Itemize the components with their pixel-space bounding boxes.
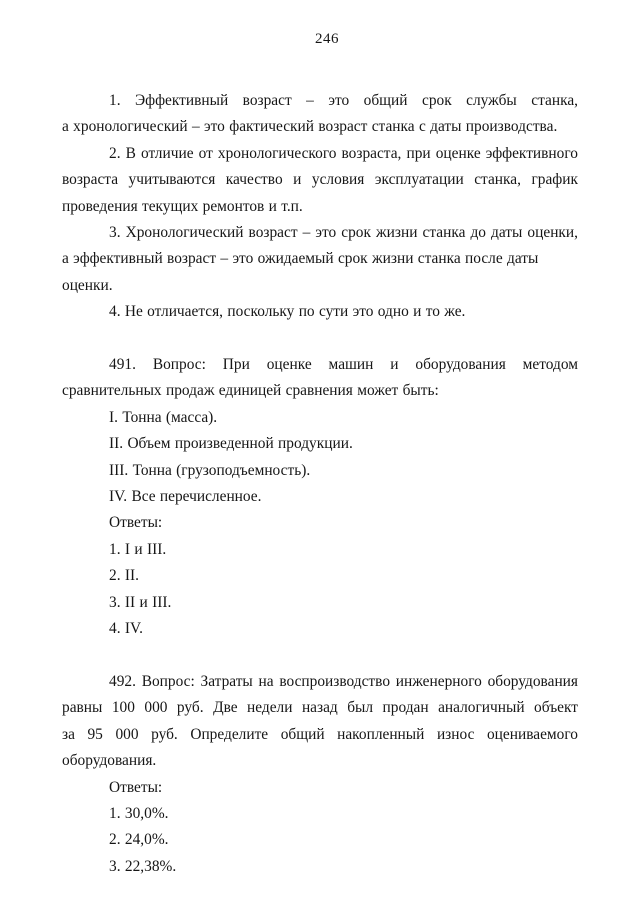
answer-option-line: 1. 30,0%. (109, 804, 169, 822)
answer-text-line: а эффективный возраст – это ожидаемый срок жизни станка после даты оценки. (62, 250, 539, 294)
question-text-line: сравнительных продаж единицей сравнения может быть: (62, 382, 439, 400)
answer-text-line: 2. В отличие от хронологического возраста, при оценке эффективного (109, 144, 578, 162)
answer-text-line: а хронологический – это фактический возраст станка с даты производства. (62, 118, 558, 136)
option-line: IV. Все перечисленное. (109, 488, 262, 506)
answer-text-line: 1. Эффективный возраст – это общий срок службы станка, (109, 92, 578, 109)
answer-text-line: возраста учитываются качество и условия эксплуатации станка, график (62, 171, 578, 189)
question-text-line: 492. Вопрос: Затраты на воспроизводство инженерного оборудования (109, 672, 578, 690)
answers-label: Ответы: (109, 514, 163, 532)
option-line: III. Тонна (грузоподъемность). (109, 461, 311, 479)
prev-question-answers (62, 88, 578, 326)
answer-text-line: проведения текущих ремонтов и т.п. (62, 197, 303, 215)
answer-text-line: 4. Не отличается, поскольку по сути это одно и то же. (109, 303, 466, 321)
question-text-line: равны 100 000 руб. Две недели назад был продан аналогичный объект (62, 699, 578, 717)
question-492 (62, 669, 578, 880)
answer-option-line: 2. II. (109, 567, 139, 585)
question-text-line: оборудования. (62, 752, 157, 770)
answer-option-line: 1. I и III. (109, 540, 167, 558)
answers-label: Ответы: (109, 778, 163, 796)
option-line: I. Тонна (масса). (109, 408, 218, 426)
page-body (62, 88, 578, 880)
option-line: II. Объем произведенной продукции. (109, 435, 353, 453)
answer-option-line: 3. II и III. (109, 593, 172, 611)
page-number: 246 (315, 31, 339, 47)
answer-option-line: 3. 22,38%. (109, 857, 177, 875)
answer-option-line: 4. IV. (109, 620, 143, 638)
question-text-line: за 95 000 руб. Определите общий накопленный износ оцениваемого (62, 725, 578, 743)
question-491 (62, 352, 578, 642)
question-text-line: 491. Вопрос: При оценке машин и оборудования методом (109, 356, 578, 374)
answer-option-line: 2. 24,0%. (109, 831, 169, 849)
answer-text-line: 3. Хронологический возраст – это срок жизни станка до даты оценки, (109, 224, 578, 242)
